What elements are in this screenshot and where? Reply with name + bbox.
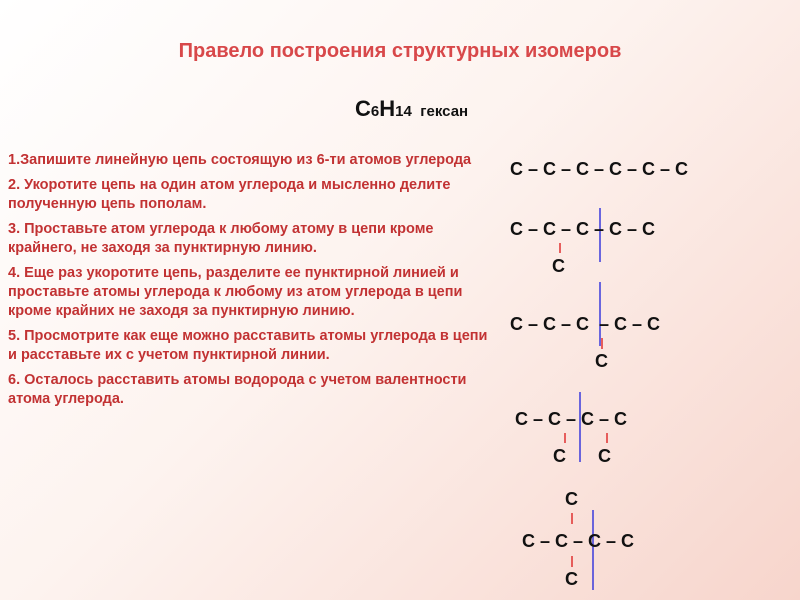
step-4: 4. Еще раз укоротите цепь, разделите ее пунктирной линией и проставьте атомы углерода к любому из атом углерода в цепи кроме крайних не заходя за пунктирную линию. bbox=[8, 265, 463, 319]
formula-carbon-count: 6 bbox=[370, 103, 380, 120]
step-1: 1.Запишите линейную цепь состоящую из 6-ти атомов углерода bbox=[8, 152, 472, 168]
formula-carbon: C bbox=[355, 96, 371, 121]
step-6: 6. Осталось расставить атомы водорода с учетом валентности атома углерода. bbox=[8, 372, 467, 407]
formula-hydrogen-count: 14 bbox=[395, 103, 412, 120]
step-2: 2. Укоротите цепь на один атом углерода и мысленно делите полученную цепь пополам. bbox=[8, 177, 451, 212]
structure-3-branch: C bbox=[595, 351, 608, 371]
step-5: 5. Просмотрите как еще можно расставить атомы углерода в цепи и расставьте их с учетом пунктирной линии. bbox=[8, 328, 488, 363]
structure-4-chain: C – C – C – C bbox=[515, 409, 628, 429]
structure-2-branch: C bbox=[552, 256, 565, 276]
structure-4-branch-1: C bbox=[553, 446, 566, 466]
formula-name: гексан bbox=[420, 103, 469, 120]
structure-5-top: C bbox=[565, 489, 578, 509]
structure-1-chain: C – C – C – C – C – C bbox=[510, 159, 689, 179]
slide-title: Правело построения структурных изомеров bbox=[178, 40, 622, 62]
step-3: 3. Проставьте атом углерода к любому атому в цепи кроме крайнего, не заходя за пунктирную линию. bbox=[8, 221, 434, 256]
structure-5-chain: C – C – C – C bbox=[522, 531, 635, 551]
structure-4-branch-2: C bbox=[598, 446, 611, 466]
structure-3-chain: C – C – C – C – C bbox=[510, 314, 661, 334]
structure-2-chain: C – C – C – C – C bbox=[510, 219, 656, 239]
formula-hydrogen: H bbox=[379, 96, 396, 121]
structure-5-bottom: C bbox=[565, 569, 578, 589]
